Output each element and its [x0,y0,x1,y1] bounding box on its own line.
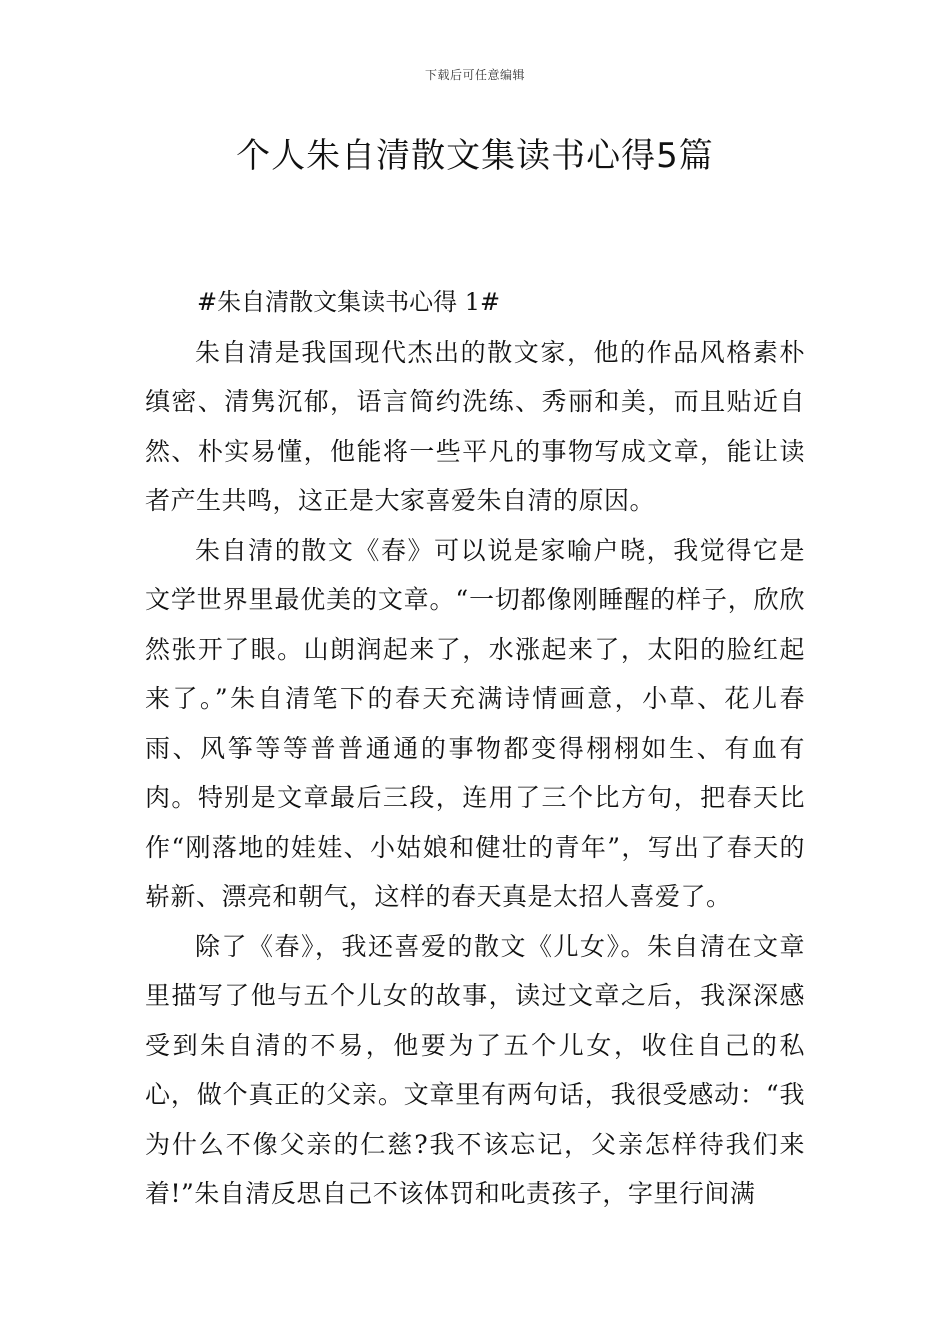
paragraph-1: 朱自清是我国现代杰出的散文家，他的作品风格素朴缜密、清隽沉郁，语言简约洗练、秀丽和美，而且贴近自然、朴实易懂，他能将一些平凡的事物写成文章，能让读者产生共鸣，这正是大家喜爱朱自清的原因。 [145,337,805,515]
document-title: 个人朱自清散文集读书心得5篇 [236,136,714,176]
paragraph-2: 朱自清的散文《春》可以说是家喻户晓，我觉得它是文学世界里最优美的文章。“一切都像刚睡醒的样子，欣欣然张开了眼。山朗润起来了，水涨起来了，太阳的脸红起来了。”朱自清笔下的春天充满诗情画意，小草、花儿春雨、风筝等等普普通通的事物都变得栩栩如生、有血有肉。特别是文章最后三段，连用了三个比方句，把春天比作“刚落地的娃娃、小姑娘和健壮的青年”，写出了春天的崭新、漂亮和朝气，这样的春天真是太招人喜爱了。 [145,535,805,911]
section-heading: #朱自清散文集读书心得 1# [197,288,501,316]
paragraph-3: 除了《春》，我还喜爱的散文《儿女》。朱自清在文章里描写了他与五个儿女的故事，读过文章之后，我深深感受到朱自清的不易，他要为了五个儿女，收住自己的私心，做个真正的父亲。文章里有两句话，我很受感动：“我为什么不像父亲的仁慈?我不该忘记，父亲怎样待我们来着!”朱自清反思自己不该体罚和叱责孩子，字里行间满 [145,931,805,1208]
document-body [145,278,805,1219]
header-note: 下载后可任意编辑 [424,68,525,82]
